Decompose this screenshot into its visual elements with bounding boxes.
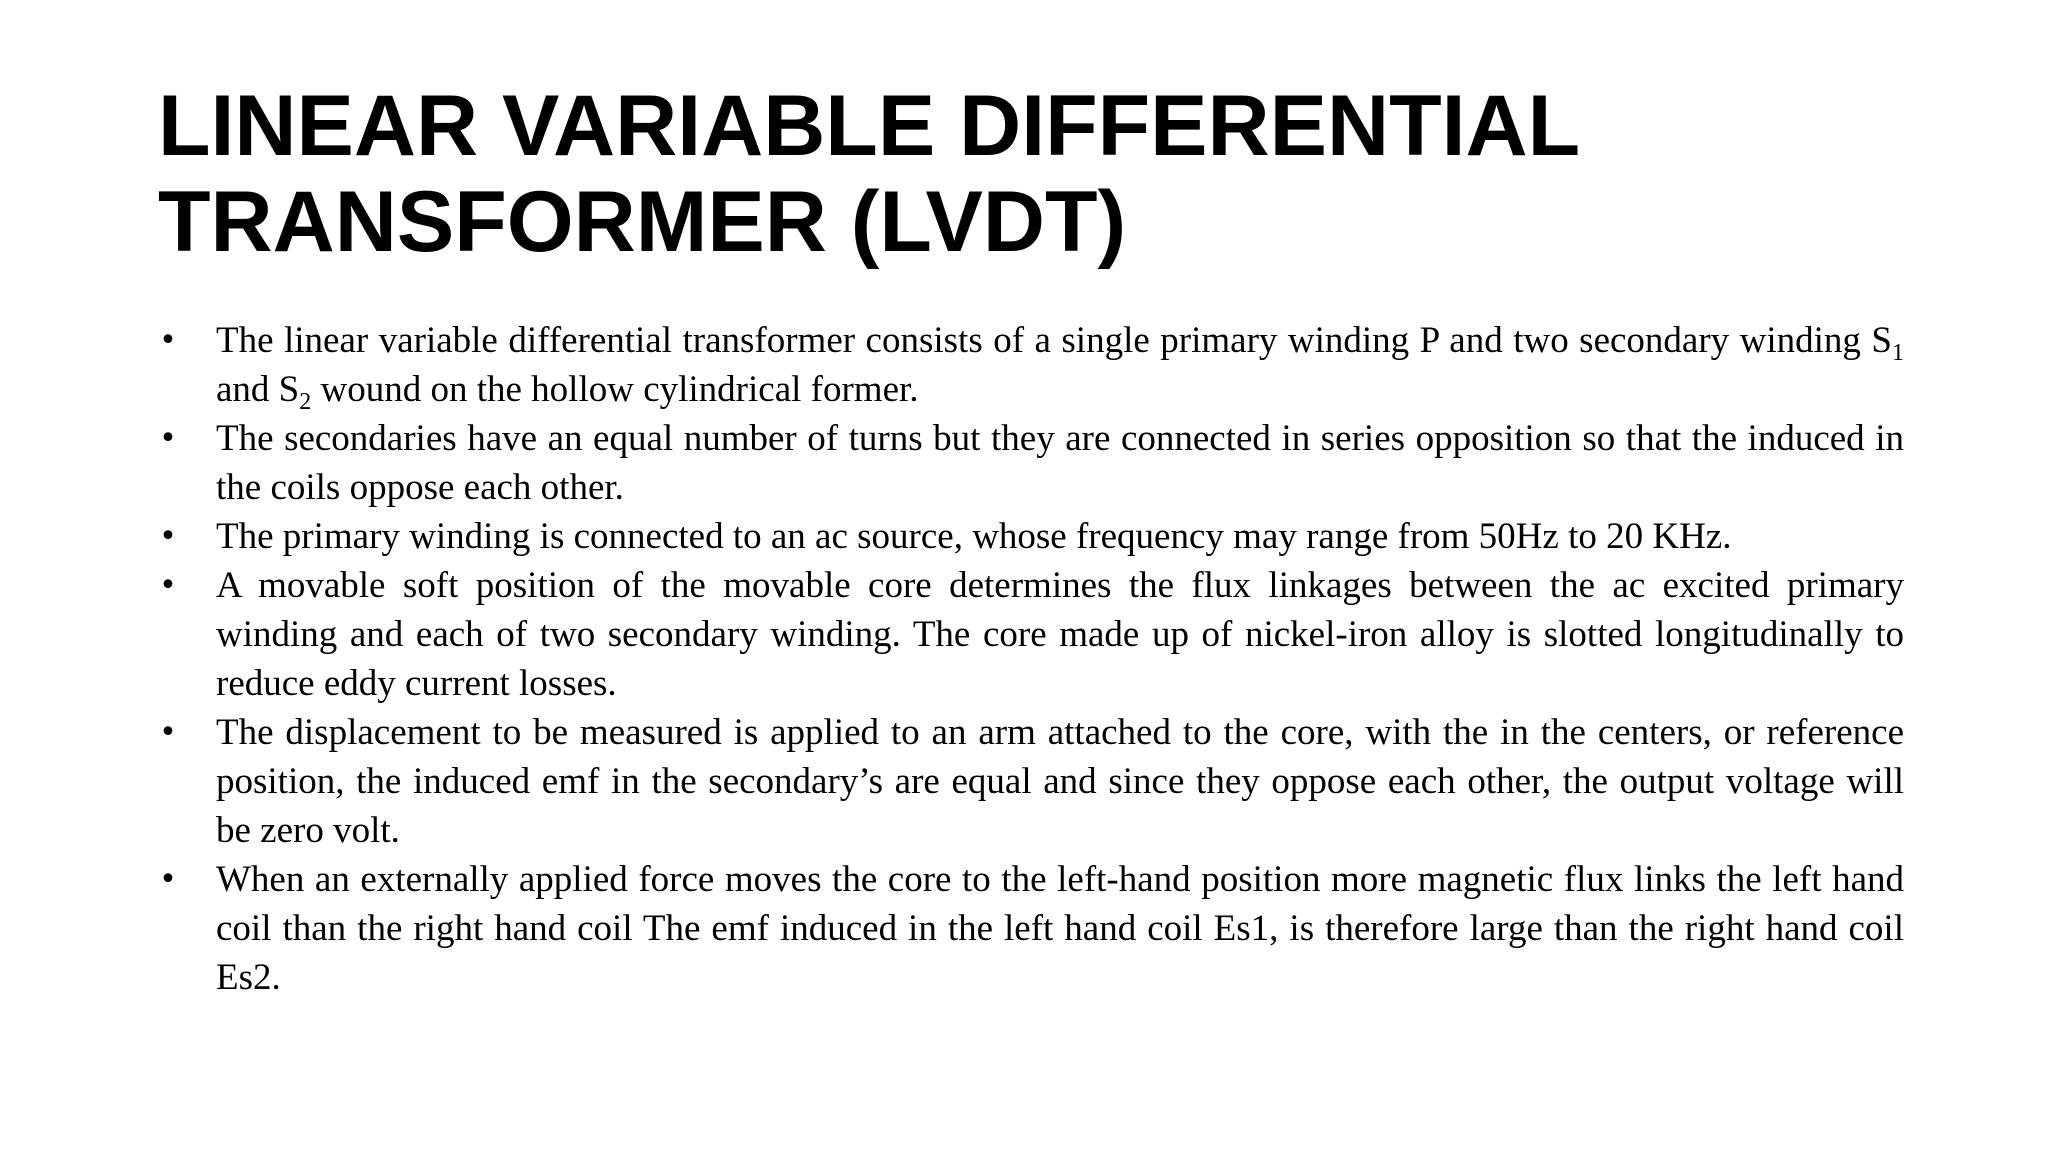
bullet-text-1b: and S: [216, 369, 300, 410]
bullet-item-1: [158, 316, 1904, 414]
bullet-item-2: [158, 414, 1904, 512]
bullet-icon: •: [159, 323, 177, 358]
bullet-text-6: When an externally applied force moves the core to the left-hand position more magnetic flux links the left hand coil than the right hand coil The emf induced in the left hand coil Es1, is therefore large than the right hand coil Es2.: [216, 859, 1904, 998]
subscript-1: 1: [1892, 340, 1904, 366]
bullet-icon: •: [159, 519, 177, 554]
bullet-icon: •: [159, 421, 177, 456]
bullet-item-3: [158, 512, 1904, 561]
bullet-icon: •: [159, 862, 177, 897]
bullet-text-1a: The linear variable differential transformer consists of a single primary winding P and two secondary winding S: [216, 320, 1892, 361]
bullet-item-5: [158, 708, 1904, 855]
bullet-text-4: A movable soft position of the movable core determines the flux linkages between the ac excited primary winding and each of two secondary winding. The core made up of nickel-iron alloy is slotted longitudinally to reduce eddy current losses.: [216, 565, 1904, 704]
slide-title-line-2: TRANSFORMER (LVDT): [158, 174, 1127, 270]
bullet-text-5: The displacement to be measured is applied to an arm attached to the core, with the in the centers, or reference position, the induced emf in the secondary’s are equal and since they oppose each other, the output voltage will be zero volt.: [216, 712, 1904, 851]
bullet-text-2: The secondaries have an equal number of turns but they are connected in series opposition so that the induced in the coils oppose each other.: [216, 418, 1904, 508]
slide-title-line-1: LINEAR VARIABLE DIFFERENTIAL: [158, 78, 1581, 174]
bullet-list: [158, 316, 1904, 1002]
slide-title: [158, 78, 1918, 270]
bullet-icon: •: [159, 715, 177, 750]
bullet-item-4: [158, 561, 1904, 708]
bullet-text-3: The primary winding is connected to an ac source, whose frequency may range from 50Hz to 20 KHz.: [216, 516, 1732, 557]
subscript-2: 2: [299, 389, 312, 415]
bullet-item-6: [158, 855, 1904, 1002]
bullet-icon: •: [159, 568, 177, 603]
bullet-text-1c: wound on the hollow cylindrical former.: [311, 369, 919, 410]
